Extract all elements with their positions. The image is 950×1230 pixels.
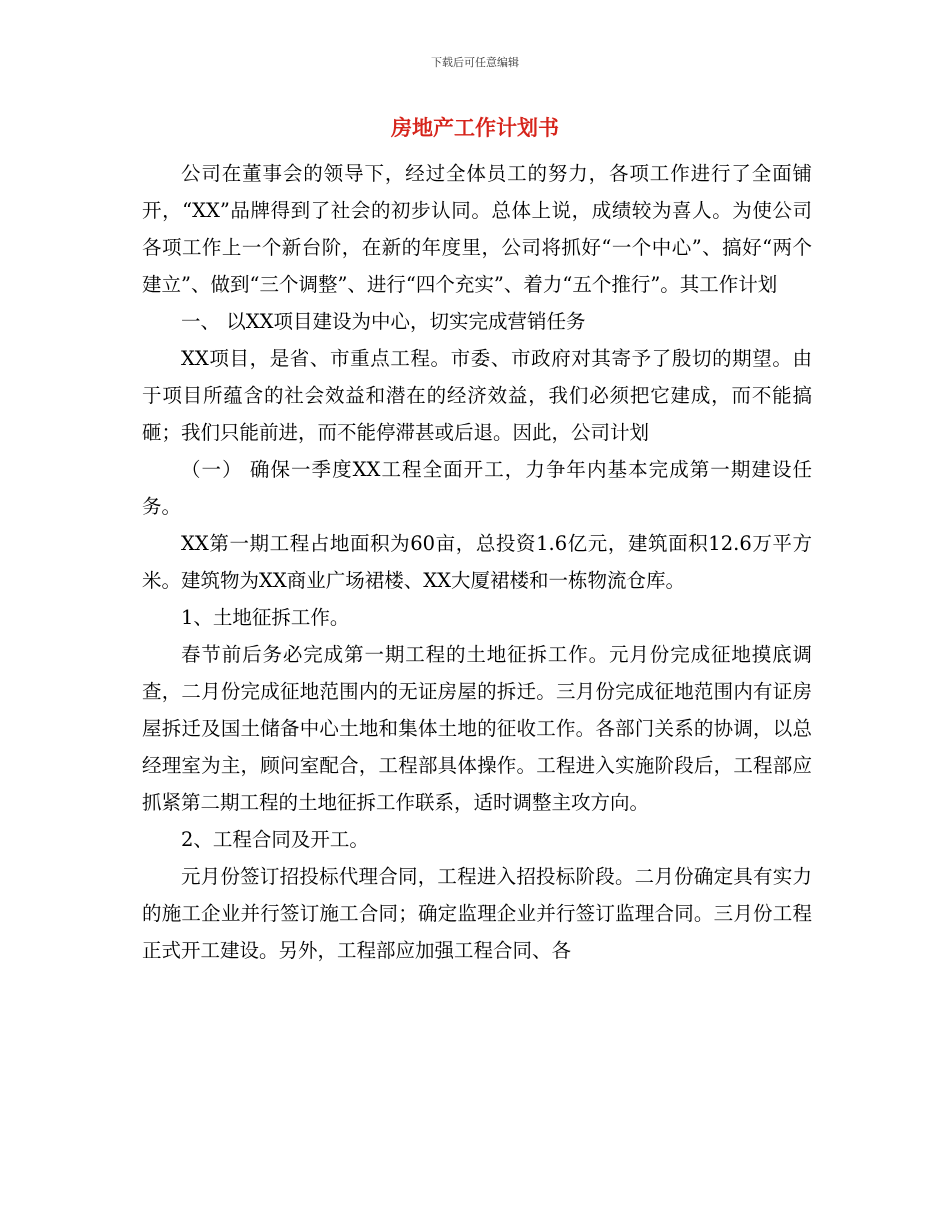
paragraph-land: 春节前后务必完成第一期工程的土地征拆工作。元月份完成征地摸底调查，二月份完成征地范围内的无证房屋的拆迁。三月份完成征地范围内有证房屋拆迁及国土储备中心土地和集体土地的征收工作。各部门关系的协调，以总经理室为主，顾问室配合，工程部具体操作。工程进入实施阶段后，工程部应抓紧第二期工程的土地征拆工作联系，适时调整主攻方向。 bbox=[142, 643, 812, 814]
document-title: 房地产工作计划书 bbox=[391, 115, 559, 140]
item-heading-1: 1、土地征拆工作。 bbox=[181, 606, 350, 629]
subsection-heading-1: （一） 确保一季度XX工程全面开工，力争年内基本完成第一期建设任务。 bbox=[142, 458, 812, 518]
paragraph-phase-one: XX第一期工程占地面积为60亩，总投资1.6亿元，建筑面积12.6万平方米。建筑物为XX商业广场裙楼、XX大厦裙楼和一栋物流仓库。 bbox=[142, 532, 812, 592]
paragraph-contract: 元月份签订招投标代理合同，工程进入招投标阶段。二月份确定具有实力的施工企业并行签订施工合同；确定监理企业并行签订监理合同。三月份工程正式开工建设。另外，工程部应加强工程合同、各 bbox=[142, 865, 812, 962]
document-body bbox=[142, 155, 812, 969]
paragraph-intro: 公司在董事会的领导下，经过全体员工的努力，各项工作进行了全面铺开，“XX”品牌得到了社会的初步认同。总体上说，成绩较为喜人。为使公司各项工作上一个新台阶，在新的年度里，公司将抓好“一个中心”、搞好“两个建立”、做到“三个调整”、进行“四个充实”、着力“五个推行”。其工作计划 bbox=[142, 162, 812, 296]
header-note: 下载后可任意编辑 bbox=[431, 56, 519, 69]
paragraph-project: XX项目，是省、市重点工程。市委、市政府对其寄予了殷切的期望。由于项目所蕴含的社会效益和潜在的经济效益，我们必须把它建成，而不能搞砸；我们只能前进，而不能停滞甚或后退。因此，公司计划 bbox=[142, 347, 812, 444]
section-heading-1: 一、 以XX项目建设为中心，切实完成营销任务 bbox=[181, 310, 586, 333]
item-heading-2: 2、工程合同及开工。 bbox=[181, 828, 369, 851]
